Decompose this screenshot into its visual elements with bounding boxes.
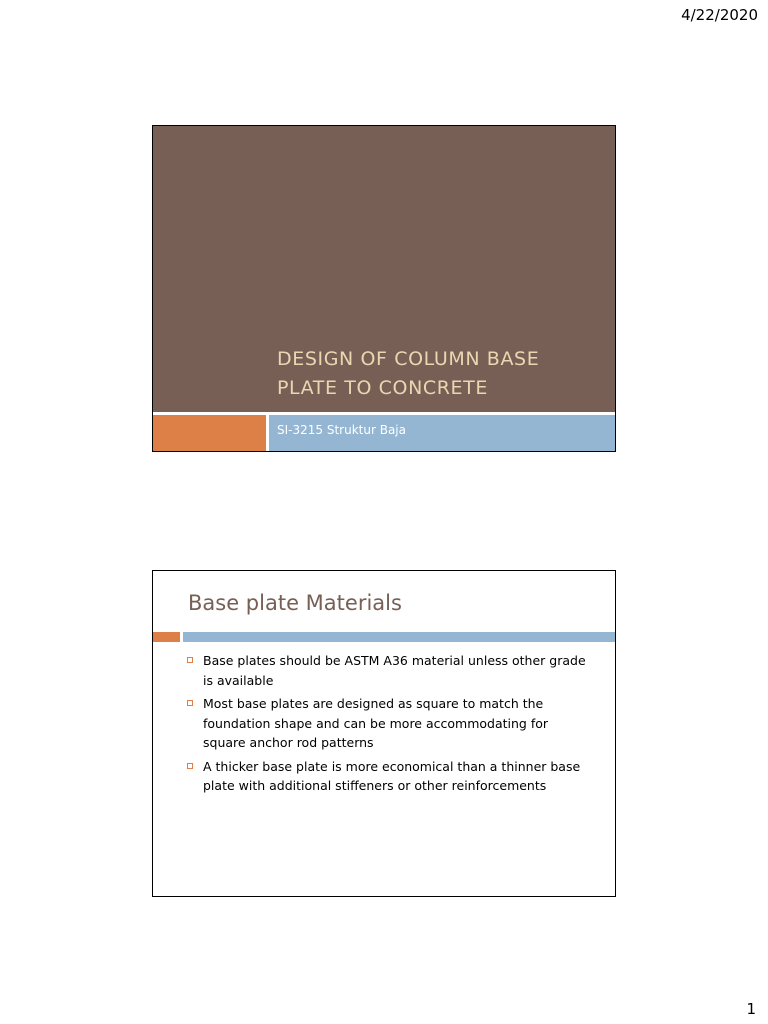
- hollow-square-icon: [187, 763, 193, 769]
- accent-bar-orange: [153, 632, 180, 642]
- page-number: 1: [746, 1000, 756, 1018]
- hollow-square-icon: [187, 700, 193, 706]
- content-slide: [152, 570, 616, 897]
- page-date: 4/22/2020: [681, 6, 758, 24]
- list-item: [187, 757, 587, 796]
- slide-title-line-2: PLATE TO CONCRETE: [277, 377, 488, 399]
- hollow-square-icon: [187, 657, 193, 663]
- bullet-text: Most base plates are designed as square to match the foundation shape and can be more accommodating for square anchor rod patterns: [203, 696, 549, 750]
- slide-subtitle: SI-3215 Struktur Baja: [277, 423, 406, 437]
- slide-heading: Base plate Materials: [188, 591, 402, 615]
- slide-title-line-1: DESIGN OF COLUMN BASE: [277, 348, 540, 370]
- list-item: [187, 694, 587, 753]
- list-item: [187, 651, 587, 690]
- title-slide: [152, 125, 616, 452]
- accent-bar-blue: [183, 632, 615, 642]
- bullet-text: A thicker base plate is more economical than a thinner base plate with additional stiffeners or other reinforcements: [203, 758, 581, 793]
- bullet-list: [187, 651, 587, 800]
- slide-title: [277, 345, 597, 403]
- subtitle-bar: [269, 415, 615, 451]
- bullet-text: Base plates should be ASTM A36 material unless other grade is available: [203, 653, 586, 688]
- accent-block-orange: [153, 415, 266, 451]
